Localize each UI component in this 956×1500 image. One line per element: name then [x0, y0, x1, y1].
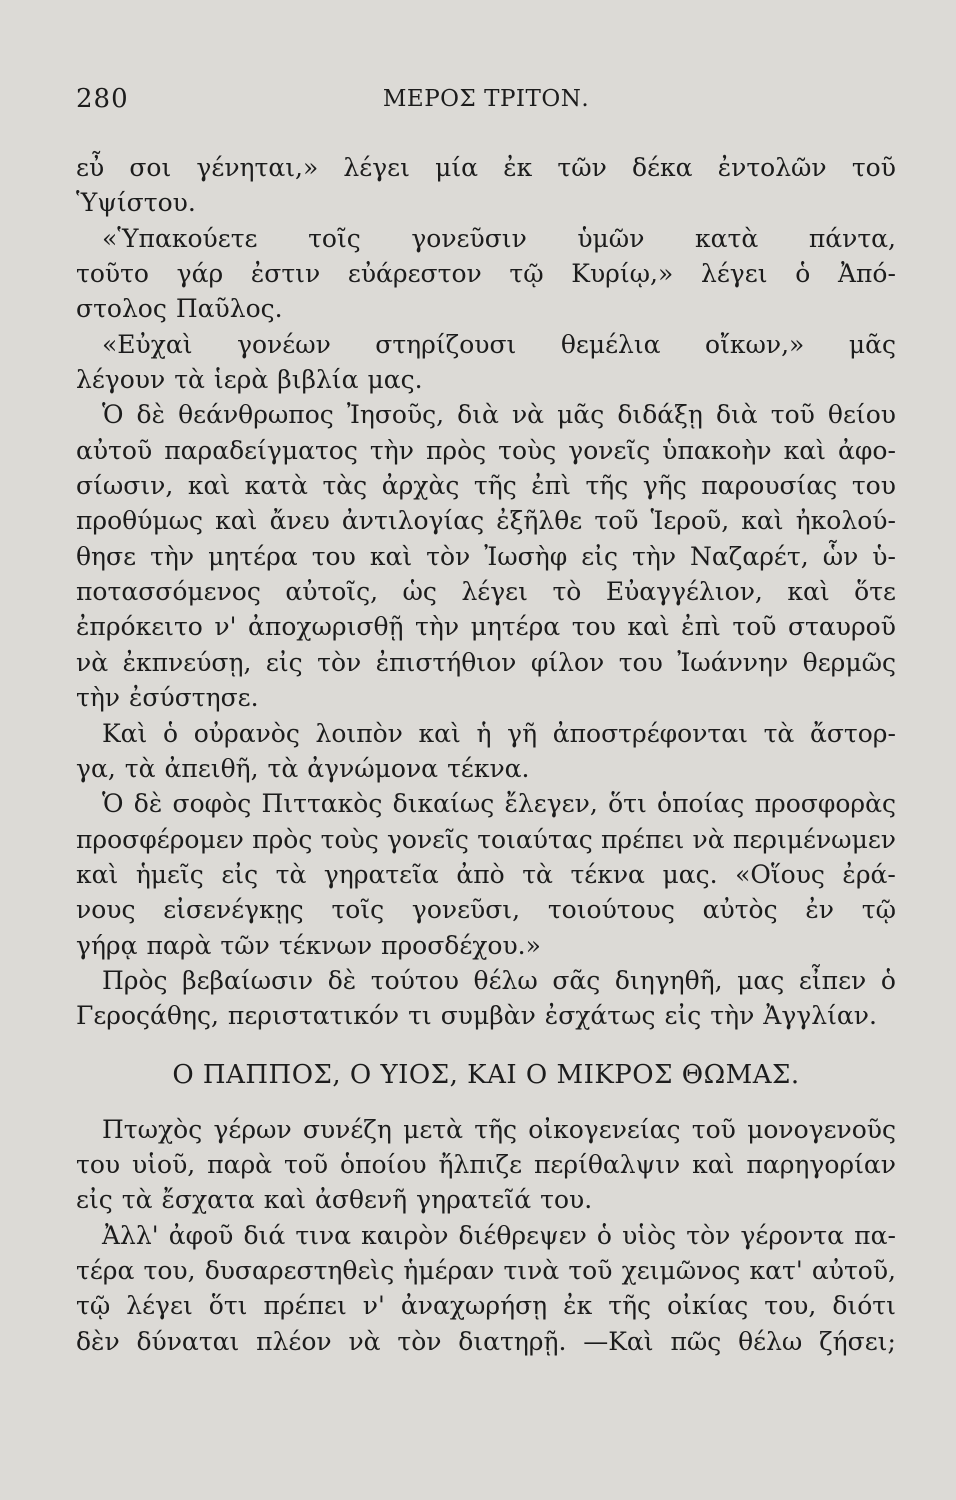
text-line: σίωσιν, καὶ κατὰ τὰς ἀρχὰς τῆς ἐπὶ τῆς γῆς παρουσίας του	[76, 471, 896, 501]
text-line: τέρα του, δυσαρεστηθεὶς ἡμέραν τινὰ τοῦ χειμῶνος κατ' αὐτοῦ,	[76, 1255, 896, 1285]
text-line: καὶ ἡμεῖς εἰς τὰ γηρατεῖα ἀπὸ τὰ τέκνα μας. «Οἵους ἐρά-	[76, 859, 896, 889]
text-line: τῷ λέγει ὅτι πρέπει ν' ἀναχωρήσῃ ἐκ τῆς οἰκίας του, διότι	[76, 1291, 896, 1321]
text-line: Ὁ δὲ θεάνθρωπος Ἰησοῦς, διὰ νὰ μᾶς διδάξῃ διὰ τοῦ θείου	[102, 400, 896, 430]
text-line: προθύμως καὶ ἄνευ ἀντιλογίας ἐξῆλθε τοῦ Ἱεροῦ, καὶ ἠκολού-	[76, 506, 896, 536]
text-line: ἐπρόκειτο ν' ἀποχωρισθῇ τὴν μητέρα του καὶ ἐπὶ τοῦ σταυροῦ	[76, 612, 896, 642]
text-line: Ὁ δὲ σοφὸς Πιττακὸς δικαίως ἔλεγεν, ὅτι ὁποίας προσφορὰς	[102, 789, 896, 819]
text-line: εἰς τὰ ἔσχατα καὶ ἀσθενῆ γηρατεῖά του.	[76, 1185, 593, 1215]
text-block-before	[76, 150, 896, 1034]
text-line: ποτασσόμενος αὐτοῖς, ὡς λέγει τὸ Εὐαγγέλιον, καὶ ὅτε	[76, 577, 896, 607]
text-line: τὴν ἐσύστησε.	[76, 683, 259, 713]
page-header	[76, 84, 896, 124]
text-line: τοῦτο γάρ ἐστιν εὐάρεστον τῷ Κυρίῳ,» λέγει ὁ Ἀπό-	[76, 259, 896, 289]
text-line: Ἀλλ' ἀφοῦ διά τινα καιρὸν διέθρεψεν ὁ υἱὸς τὸν γέροντα πα-	[102, 1220, 896, 1250]
text-line: Πρὸς βεβαίωσιν δὲ τούτου θέλω σᾶς διηγηθῆ, μας εἶπεν ὁ	[102, 965, 896, 995]
text-line: γα, τὰ ἀπειθῆ, τὰ ἀγνώμονα τέκνα.	[76, 753, 530, 783]
text-line: νὰ ἐκπνεύσῃ, εἰς τὸν ἐπιστήθιον φίλον του Ἰωάννην θερμῶς	[76, 647, 896, 677]
text-line: εὖ σοι γένηται,» λέγει μία ἐκ τῶν δέκα ἐντολῶν τοῦ	[76, 153, 896, 182]
text-line: Γεροςάθης, περιστατικόν τι συμβὰν ἐσχάτως εἰς τὴν Ἀγγλίαν.	[76, 1001, 877, 1031]
text-block-after	[76, 1112, 896, 1359]
text-line: νους εἰσενέγκῃς τοῖς γονεῦσι, τοιούτους αὐτὸς ἐν τῷ	[76, 895, 896, 925]
page-number: 280	[76, 84, 129, 114]
text-line: «Εὐχαὶ γονέων στηρίζουσι θεμέλια οἴκων,» μᾶς	[102, 329, 896, 359]
text-line: αὐτοῦ παραδείγματος τὴν πρὸς τοὺς γονεῖς ὑπακοὴν καὶ ἀφο-	[76, 435, 896, 465]
text-line: «Ὑπακούετε τοῖς γονεῦσιν ὑμῶν κατὰ πάντα,	[102, 223, 896, 253]
text-line: στολος Παῦλος.	[76, 294, 283, 324]
text-line: Πτωχὸς γέρων συνέζη μετὰ τῆς οἰκογενείας τοῦ μονογενοῦς	[102, 1114, 896, 1144]
section-title: Ο ΠΑΠΠΟΣ, Ο ΥΙΟΣ, ΚΑΙ Ο ΜΙΚΡΟΣ ΘΩΜΑΣ.	[172, 1059, 800, 1090]
text-line: δὲν δύναται πλέον νὰ τὸν διατηρῇ. —Καὶ πῶς θέλω ζήσει;	[76, 1326, 896, 1356]
text-line: Ὑψίστου.	[76, 188, 196, 218]
text-line: λέγουν τὰ ἱερὰ βιβλία μας.	[76, 365, 423, 395]
text-line: θησε τὴν μητέρα του καὶ τὸν Ἰωσὴφ εἰς τὴν Ναζαρέτ, ὧν ὑ-	[76, 541, 896, 571]
text-line: προσφέρομεν πρὸς τοὺς γονεῖς τοιαύτας πρέπει νὰ περιμένωμεν	[76, 824, 896, 854]
text-line: γήρᾳ παρὰ τῶν τέκνων προσδέχου.»	[76, 930, 541, 960]
page-body	[76, 150, 896, 1359]
running-head: ΜΕΡΟΣ ΤΡΙΤΟΝ.	[382, 86, 590, 112]
text-line: Καὶ ὁ οὐρανὸς λοιπὸν καὶ ἡ γῆ ἀποστρέφονται τὰ ἄστορ-	[102, 718, 896, 748]
text-line: του υἱοῦ, παρὰ τοῦ ὁποίου ἤλπιζε περίθαλψιν καὶ παρηγορίαν	[76, 1149, 896, 1179]
